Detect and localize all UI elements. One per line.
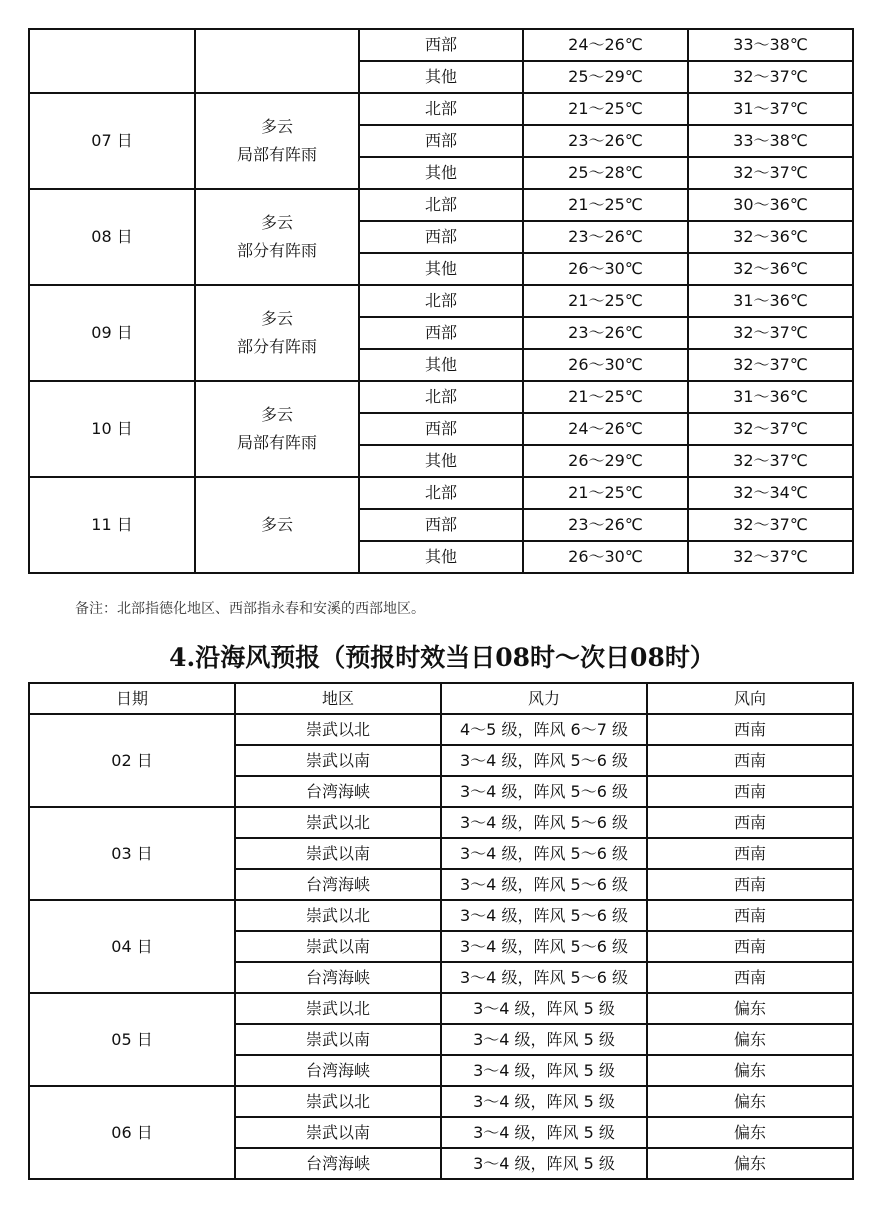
direction-cell: 偏东 [647, 1055, 853, 1086]
low-temp-cell: 21～25℃ [523, 477, 688, 509]
area-cell: 崇武以北 [235, 900, 441, 931]
table-row [29, 807, 853, 838]
area-cell: 崇武以南 [235, 931, 441, 962]
weather-line: 局部有阵雨 [236, 145, 317, 164]
force-cell: 3～4 级，阵风 5～6 级 [441, 962, 647, 993]
weather-cell [195, 285, 359, 381]
area-cell: 崇武以北 [235, 807, 441, 838]
area-cell: 崇武以南 [235, 838, 441, 869]
force-cell: 3～4 级，阵风 5～6 级 [441, 776, 647, 807]
area-cell: 崇武以北 [235, 993, 441, 1024]
temperature-table-body [29, 29, 853, 573]
direction-cell: 偏东 [647, 1117, 853, 1148]
table-row [29, 285, 853, 317]
header-date: 日期 [29, 683, 235, 714]
area-cell: 崇武以南 [235, 745, 441, 776]
table-row [29, 993, 853, 1024]
region-cell: 其他 [359, 61, 523, 93]
low-temp-cell: 23～26℃ [523, 317, 688, 349]
header-direction: 风向 [647, 683, 853, 714]
force-cell: 3～4 级，阵风 5 级 [441, 1055, 647, 1086]
region-cell: 其他 [359, 157, 523, 189]
table-row [29, 29, 853, 61]
low-temp-cell: 26～30℃ [523, 541, 688, 573]
date-cell: 11 日 [29, 477, 195, 573]
weather-cell [195, 189, 359, 285]
weather-cell [195, 93, 359, 189]
direction-cell: 西南 [647, 931, 853, 962]
high-temp-cell: 32～37℃ [688, 61, 853, 93]
direction-cell: 偏东 [647, 993, 853, 1024]
date-cell: 03 日 [29, 807, 235, 900]
high-temp-cell: 32～37℃ [688, 413, 853, 445]
direction-cell: 西南 [647, 807, 853, 838]
low-temp-cell: 26～30℃ [523, 253, 688, 285]
high-temp-cell: 32～34℃ [688, 477, 853, 509]
high-temp-cell: 31～37℃ [688, 93, 853, 125]
weather-cell [195, 381, 359, 477]
high-temp-cell: 32～36℃ [688, 253, 853, 285]
region-cell: 西部 [359, 413, 523, 445]
region-cell: 其他 [359, 349, 523, 381]
low-temp-cell: 23～26℃ [523, 509, 688, 541]
direction-cell: 偏东 [647, 1148, 853, 1179]
low-temp-cell: 21～25℃ [523, 381, 688, 413]
low-temp-cell: 21～25℃ [523, 285, 688, 317]
weather-line: 多云 [260, 515, 293, 534]
force-cell: 3～4 级，阵风 5 级 [441, 1024, 647, 1055]
high-temp-cell: 32～37℃ [688, 349, 853, 381]
weather-line: 多云 [260, 405, 293, 424]
wind-table-body [29, 714, 853, 1179]
table-row [29, 1086, 853, 1117]
high-temp-cell: 32～36℃ [688, 221, 853, 253]
date-cell: 06 日 [29, 1086, 235, 1179]
force-cell: 3～4 级，阵风 5 级 [441, 1117, 647, 1148]
region-cell: 西部 [359, 125, 523, 157]
direction-cell: 西南 [647, 869, 853, 900]
region-cell: 北部 [359, 477, 523, 509]
region-cell: 北部 [359, 189, 523, 221]
area-cell: 台湾海峡 [235, 776, 441, 807]
weather-line: 多云 [260, 117, 293, 136]
region-cell: 北部 [359, 285, 523, 317]
area-cell: 台湾海峡 [235, 869, 441, 900]
date-cell: 10 日 [29, 381, 195, 477]
region-cell: 西部 [359, 29, 523, 61]
direction-cell: 西南 [647, 838, 853, 869]
low-temp-cell: 24～26℃ [523, 413, 688, 445]
region-cell: 其他 [359, 541, 523, 573]
low-temp-cell: 21～25℃ [523, 93, 688, 125]
region-cell: 西部 [359, 317, 523, 349]
low-temp-cell: 25～28℃ [523, 157, 688, 189]
region-cell: 北部 [359, 93, 523, 125]
direction-cell: 偏东 [647, 1024, 853, 1055]
low-temp-cell: 23～26℃ [523, 221, 688, 253]
area-cell: 崇武以南 [235, 1117, 441, 1148]
force-cell: 3～4 级，阵风 5 级 [441, 1148, 647, 1179]
high-temp-cell: 31～36℃ [688, 381, 853, 413]
force-cell: 3～4 级，阵风 5～6 级 [441, 931, 647, 962]
date-cell: 07 日 [29, 93, 195, 189]
direction-cell: 西南 [647, 962, 853, 993]
region-cell: 其他 [359, 253, 523, 285]
direction-cell: 西南 [647, 900, 853, 931]
date-cell: 08 日 [29, 189, 195, 285]
low-temp-cell: 25～29℃ [523, 61, 688, 93]
force-cell: 4～5 级，阵风 6～7 级 [441, 714, 647, 745]
area-cell: 台湾海峡 [235, 962, 441, 993]
high-temp-cell: 32～37℃ [688, 317, 853, 349]
weather-line: 部分有阵雨 [236, 337, 317, 356]
high-temp-cell: 33～38℃ [688, 29, 853, 61]
temperature-forecast-table [28, 28, 854, 574]
force-cell: 3～4 级，阵风 5～6 级 [441, 745, 647, 776]
region-cell: 北部 [359, 381, 523, 413]
table-row [29, 900, 853, 931]
table-row [29, 189, 853, 221]
high-temp-cell: 32～37℃ [688, 157, 853, 189]
force-cell: 3～4 级，阵风 5～6 级 [441, 807, 647, 838]
force-cell: 3～4 级，阵风 5 级 [441, 993, 647, 1024]
area-cell: 台湾海峡 [235, 1148, 441, 1179]
low-temp-cell: 26～29℃ [523, 445, 688, 477]
table-row [29, 714, 853, 745]
wind-header-row [29, 683, 853, 714]
region-cell: 西部 [359, 221, 523, 253]
table-footnote: 备注：北部指德化地区、西部指永春和安溪的西部地区。 [75, 601, 425, 617]
weather-line: 多云 [260, 213, 293, 232]
section-title: 4.沿海风预报（预报时效当日08时～次日08时） [169, 643, 715, 672]
weather-line: 部分有阵雨 [236, 241, 317, 260]
weather-line: 多云 [260, 309, 293, 328]
weather-cell [195, 477, 359, 573]
high-temp-cell: 32～37℃ [688, 445, 853, 477]
table-row [29, 93, 853, 125]
date-cell: 09 日 [29, 285, 195, 381]
direction-cell: 西南 [647, 745, 853, 776]
direction-cell: 偏东 [647, 1086, 853, 1117]
low-temp-cell: 23～26℃ [523, 125, 688, 157]
area-cell: 崇武以北 [235, 714, 441, 745]
header-area: 地区 [235, 683, 441, 714]
area-cell: 崇武以南 [235, 1024, 441, 1055]
table-row [29, 381, 853, 413]
date-cell: 04 日 [29, 900, 235, 993]
weather-line: 局部有阵雨 [236, 433, 317, 452]
force-cell: 3～4 级，阵风 5～6 级 [441, 900, 647, 931]
low-temp-cell: 24～26℃ [523, 29, 688, 61]
coastal-wind-forecast-table [28, 682, 854, 1180]
area-cell: 崇武以北 [235, 1086, 441, 1117]
date-cell: 02 日 [29, 714, 235, 807]
wind-table-header [29, 683, 853, 714]
force-cell: 3～4 级，阵风 5～6 级 [441, 838, 647, 869]
high-temp-cell: 32～37℃ [688, 509, 853, 541]
low-temp-cell: 26～30℃ [523, 349, 688, 381]
area-cell: 台湾海峡 [235, 1055, 441, 1086]
weather-cell [195, 29, 359, 93]
high-temp-cell: 30～36℃ [688, 189, 853, 221]
high-temp-cell: 32～37℃ [688, 541, 853, 573]
date-cell [29, 29, 195, 93]
region-cell: 西部 [359, 509, 523, 541]
direction-cell: 西南 [647, 776, 853, 807]
region-cell: 其他 [359, 445, 523, 477]
date-cell: 05 日 [29, 993, 235, 1086]
force-cell: 3～4 级，阵风 5 级 [441, 1086, 647, 1117]
direction-cell: 西南 [647, 714, 853, 745]
low-temp-cell: 21～25℃ [523, 189, 688, 221]
high-temp-cell: 31～36℃ [688, 285, 853, 317]
table-row [29, 477, 853, 509]
header-force: 风力 [441, 683, 647, 714]
high-temp-cell: 33～38℃ [688, 125, 853, 157]
force-cell: 3～4 级，阵风 5～6 级 [441, 869, 647, 900]
